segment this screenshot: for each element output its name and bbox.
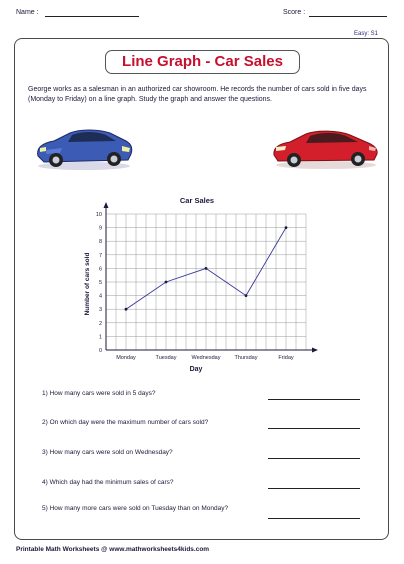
y-tick-label: 3 [98, 307, 102, 314]
score-line[interactable] [309, 16, 387, 17]
question-text: On which day were the maximum number of cars sold? [49, 419, 209, 426]
title-box [105, 50, 300, 74]
question-number: 2) [42, 419, 48, 426]
x-axis-arrow [312, 348, 318, 353]
data-point [245, 294, 248, 297]
x-tick-label: Thursday [234, 355, 258, 361]
x-axis-label: Day [189, 366, 203, 373]
question-number: 3) [42, 449, 48, 456]
y-tick-label: 5 [98, 280, 102, 286]
y-tick-label: 6 [98, 266, 102, 273]
y-axis-arrow [104, 202, 109, 208]
y-axis-label: Number of cars sold [84, 252, 91, 316]
intro-text: George works as a salesman in an authorized car showroom. He records the number of cars sold in five days (Monday to Friday) on a line graph. Study the graph and answer the questions. [28, 86, 367, 103]
x-tick-label: Monday [116, 355, 136, 361]
question-number: 1) [42, 390, 48, 397]
level-label: Easy: S1 [353, 31, 378, 37]
car-sales-chart [80, 192, 320, 377]
answer-line-4[interactable] [268, 488, 360, 489]
red-car-image [270, 127, 382, 171]
question-4 [42, 479, 252, 488]
x-tick-label: Wednesday [191, 355, 221, 361]
question-1 [42, 390, 252, 399]
blue-car-image [32, 126, 136, 172]
x-tick-labels [116, 355, 294, 361]
question-text: How many more cars were sold on Tuesday than on Monday? [49, 505, 229, 512]
question-text: How many cars were sold on Wednesday? [49, 449, 173, 456]
footer-text: Printable Math Worksheets @ www.mathworksheets4kids.com [16, 546, 210, 553]
x-tick-label: Friday [278, 355, 294, 361]
x-tick-label: Tuesday [155, 355, 177, 361]
answer-line-2[interactable] [268, 428, 360, 429]
answer-line-1[interactable] [268, 399, 360, 400]
question-3 [42, 449, 252, 458]
y-tick-label: 8 [98, 239, 102, 246]
chart-grid [106, 214, 306, 350]
data-point [125, 308, 128, 311]
answer-line-5[interactable] [268, 518, 360, 519]
y-tick-label: 0 [98, 348, 102, 354]
question-number: 5) [42, 505, 48, 512]
y-tick-label: 1 [98, 334, 102, 341]
data-point [165, 281, 168, 284]
answer-line-3[interactable] [268, 458, 360, 459]
question-text: Which day had the minimum sales of cars? [49, 479, 174, 486]
y-tick-label: 10 [95, 212, 102, 218]
data-point [205, 267, 208, 270]
question-text: How many cars were sold in 5 days? [49, 390, 156, 397]
y-tick-label: 7 [98, 252, 102, 259]
question-5 [42, 505, 252, 514]
y-tick-label: 2 [98, 320, 102, 327]
score-label: Score : [283, 9, 306, 16]
y-tick-label: 9 [98, 225, 102, 232]
data-point [285, 226, 288, 229]
question-2 [42, 419, 252, 428]
chart-title: Car Sales [179, 196, 215, 205]
name-line[interactable] [45, 16, 139, 17]
question-number: 4) [42, 479, 48, 486]
y-tick-label: 4 [98, 293, 102, 300]
y-tick-labels [96, 212, 102, 354]
worksheet-title: Line Graph - Car Sales [122, 53, 283, 70]
name-label: Name : [16, 9, 39, 16]
